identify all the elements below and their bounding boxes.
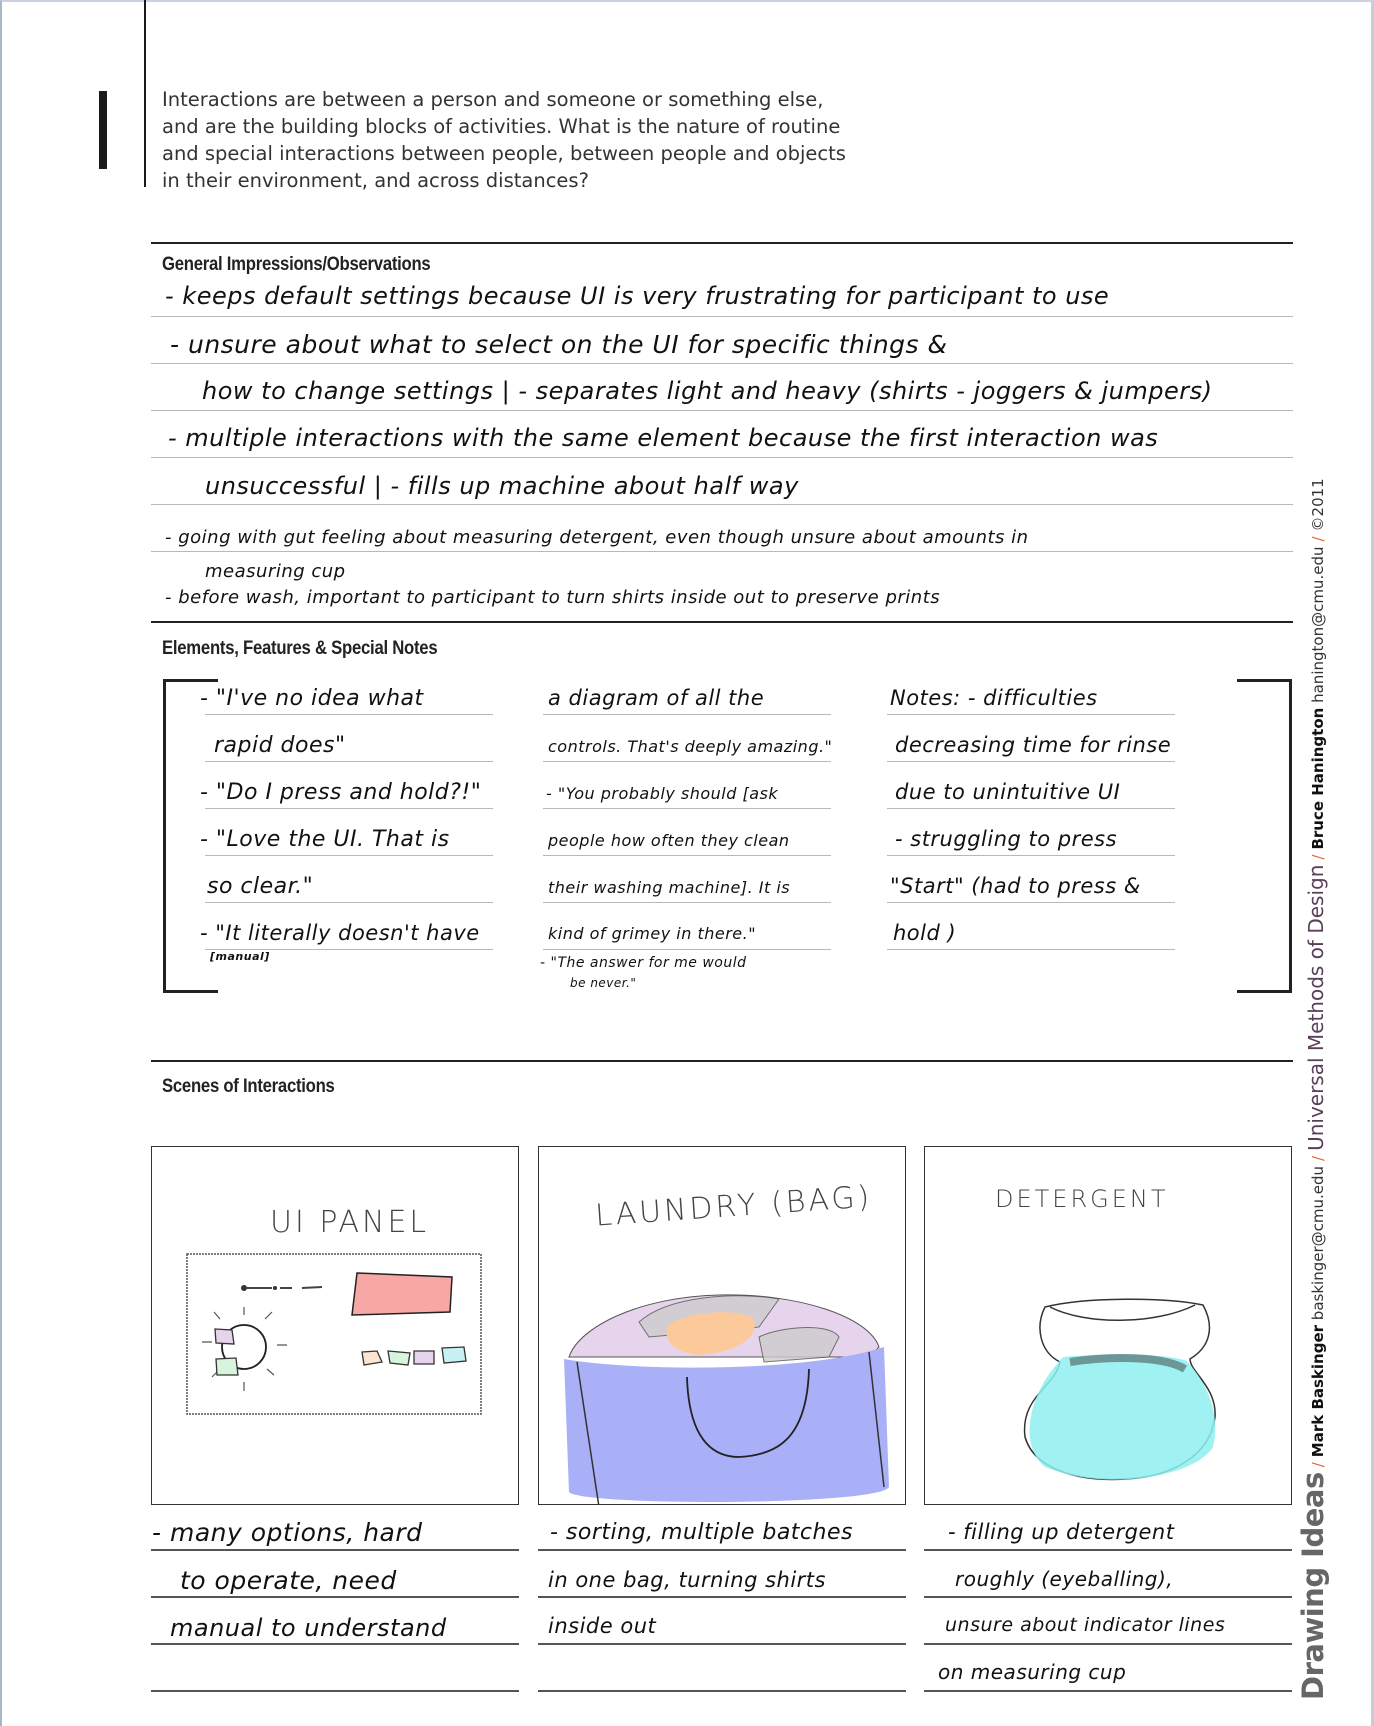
quote-line: kind of grimey in there." xyxy=(548,924,757,943)
quote-line: - "The answer for me would xyxy=(540,955,747,971)
observation-line-1: - keeps default settings because UI is very frustrating for participant to use xyxy=(165,282,1110,310)
observation-line-3: how to change settings | - separates light and heavy (shirts - joggers & jumpers) xyxy=(202,377,1213,405)
caption-line: - many options, hard xyxy=(152,1518,423,1547)
series-title: Universal Methods of Design xyxy=(1304,864,1328,1151)
author-2-name: Bruce Hanington xyxy=(1309,707,1327,850)
caption-line: - filling up detergent xyxy=(948,1520,1175,1544)
section-label-general: General Impressions/Observations xyxy=(162,254,431,275)
ruled-line xyxy=(543,902,831,903)
section-divider-scenes xyxy=(151,1060,1293,1062)
ruled-line xyxy=(543,949,831,950)
quote-line: controls. That's deeply amazing." xyxy=(548,737,833,756)
quote-line: - "Love the UI. That is xyxy=(200,827,450,852)
caption-line: inside out xyxy=(548,1614,657,1638)
ruled-line xyxy=(924,1643,1292,1645)
quote-line: - "I've no idea what xyxy=(200,686,424,711)
vertical-credit-line xyxy=(1296,478,1330,1700)
laundry-bag-sketch xyxy=(539,1147,906,1505)
copyright: ©2011 xyxy=(1309,478,1327,532)
ruled-line xyxy=(151,1690,519,1692)
ruled-line xyxy=(205,761,493,762)
note-line: - struggling to press xyxy=(895,827,1118,851)
ruled-line xyxy=(151,363,1293,364)
quote-line: - "Do I press and hold?!" xyxy=(200,780,482,805)
ruled-line xyxy=(924,1690,1292,1692)
quote-line: their washing machine]. It is xyxy=(548,878,791,897)
caption-line: roughly (eyeballing), xyxy=(955,1567,1174,1591)
scene-laundry-bag xyxy=(538,1146,906,1505)
caption-line: on measuring cup xyxy=(938,1660,1127,1684)
quote-line: - "You probably should [ask xyxy=(546,784,779,803)
ruled-line xyxy=(151,551,1293,552)
caption-line: unsure about indicator lines xyxy=(945,1614,1226,1636)
scene-title: DETERGENT xyxy=(995,1185,1169,1213)
scene-ui-panel xyxy=(151,1146,519,1505)
intro-paragraph: Interactions are between a person and someone or something else, and are the building blocks of activities. What is the nature of routine and special interactions between people, between people and objects in their environment, and across distances? xyxy=(162,88,846,192)
note-line: "Start" (had to press & xyxy=(890,874,1141,898)
book-title: Drawing Ideas xyxy=(1296,1472,1330,1700)
observation-line-2: - unsure about what to select on the UI for specific things & xyxy=(170,330,948,359)
note-line: decreasing time for rinse xyxy=(895,733,1172,757)
ruled-line xyxy=(887,761,1175,762)
author-2-email: hanington@cmu.edu xyxy=(1309,546,1327,703)
ruled-line xyxy=(538,1690,906,1692)
note-line: hold ) xyxy=(893,921,957,945)
section-divider-elements xyxy=(151,621,1293,623)
note-line: due to unintuitive UI xyxy=(895,780,1121,804)
separator-slash: / xyxy=(1309,854,1327,860)
ruled-line xyxy=(538,1549,906,1551)
chapter-marker-bar xyxy=(99,91,107,169)
ruled-line xyxy=(538,1596,906,1598)
observation-line-7: measuring cup xyxy=(205,561,346,582)
ruled-line xyxy=(887,855,1175,856)
ruled-line xyxy=(543,714,831,715)
ruled-line xyxy=(151,1596,519,1598)
caption-line: manual to understand xyxy=(170,1614,447,1642)
ruled-line xyxy=(151,1643,519,1645)
ruled-line xyxy=(205,902,493,903)
ruled-line xyxy=(151,457,1293,458)
separator-slash: / xyxy=(1309,1462,1327,1468)
ruled-line xyxy=(151,410,1293,411)
section-label-elements: Elements, Features & Special Notes xyxy=(162,638,438,659)
ruled-line xyxy=(887,808,1175,809)
separator-slash: / xyxy=(1309,1155,1327,1161)
quote-line: be never." xyxy=(570,976,637,990)
ruled-line xyxy=(887,902,1175,903)
scene-title: UI PANEL xyxy=(270,1205,430,1240)
separator-slash: / xyxy=(1309,536,1327,542)
right-bracket xyxy=(1237,679,1292,993)
quote-line: - "It literally doesn't have xyxy=(200,921,480,945)
quote-note: [manual] xyxy=(210,950,270,963)
ruled-line xyxy=(205,855,493,856)
ruled-line xyxy=(205,714,493,715)
ui-panel-sketch xyxy=(152,1147,519,1505)
ruled-line xyxy=(887,714,1175,715)
ruled-line xyxy=(543,808,831,809)
header-vertical-rule xyxy=(144,0,146,187)
ruled-line xyxy=(924,1596,1292,1598)
scene-title: LAUNDRY (BAG) xyxy=(594,1179,874,1234)
observation-line-4: - multiple interactions with the same element because the first interaction was xyxy=(168,424,1159,452)
ruled-line xyxy=(151,1549,519,1551)
quote-line: so clear." xyxy=(207,874,314,899)
observation-line-8: - before wash, important to participant to turn shirts inside out to preserve prints xyxy=(165,587,941,608)
measuring-cup-sketch xyxy=(925,1147,1292,1505)
scene-detergent xyxy=(924,1146,1292,1505)
caption-line: to operate, need xyxy=(180,1566,397,1595)
note-line: Notes: - difficulties xyxy=(890,686,1098,710)
ruled-line xyxy=(151,316,1293,317)
observation-line-5: unsuccessful | - fills up machine about half way xyxy=(205,472,799,500)
ruled-line xyxy=(538,1643,906,1645)
ruled-line xyxy=(543,761,831,762)
caption-line: in one bag, turning shirts xyxy=(548,1568,826,1592)
section-label-scenes: Scenes of Interactions xyxy=(162,1076,335,1097)
ruled-line xyxy=(543,855,831,856)
ruled-line xyxy=(887,949,1175,950)
ruled-line xyxy=(205,808,493,809)
quote-line: rapid does" xyxy=(214,733,346,758)
author-1-name: Mark Baskinger xyxy=(1309,1324,1327,1458)
caption-line: - sorting, multiple batches xyxy=(550,1520,853,1545)
author-1-email: baskinger@cmu.edu xyxy=(1309,1165,1327,1321)
quote-line: people how often they clean xyxy=(548,831,790,850)
observation-line-6: - going with gut feeling about measuring detergent, even though unsure about amounts in xyxy=(165,527,1029,548)
ruled-line xyxy=(151,504,1293,505)
ruled-line xyxy=(924,1549,1292,1551)
quote-line: a diagram of all the xyxy=(548,686,765,710)
section-divider-general xyxy=(151,242,1293,244)
